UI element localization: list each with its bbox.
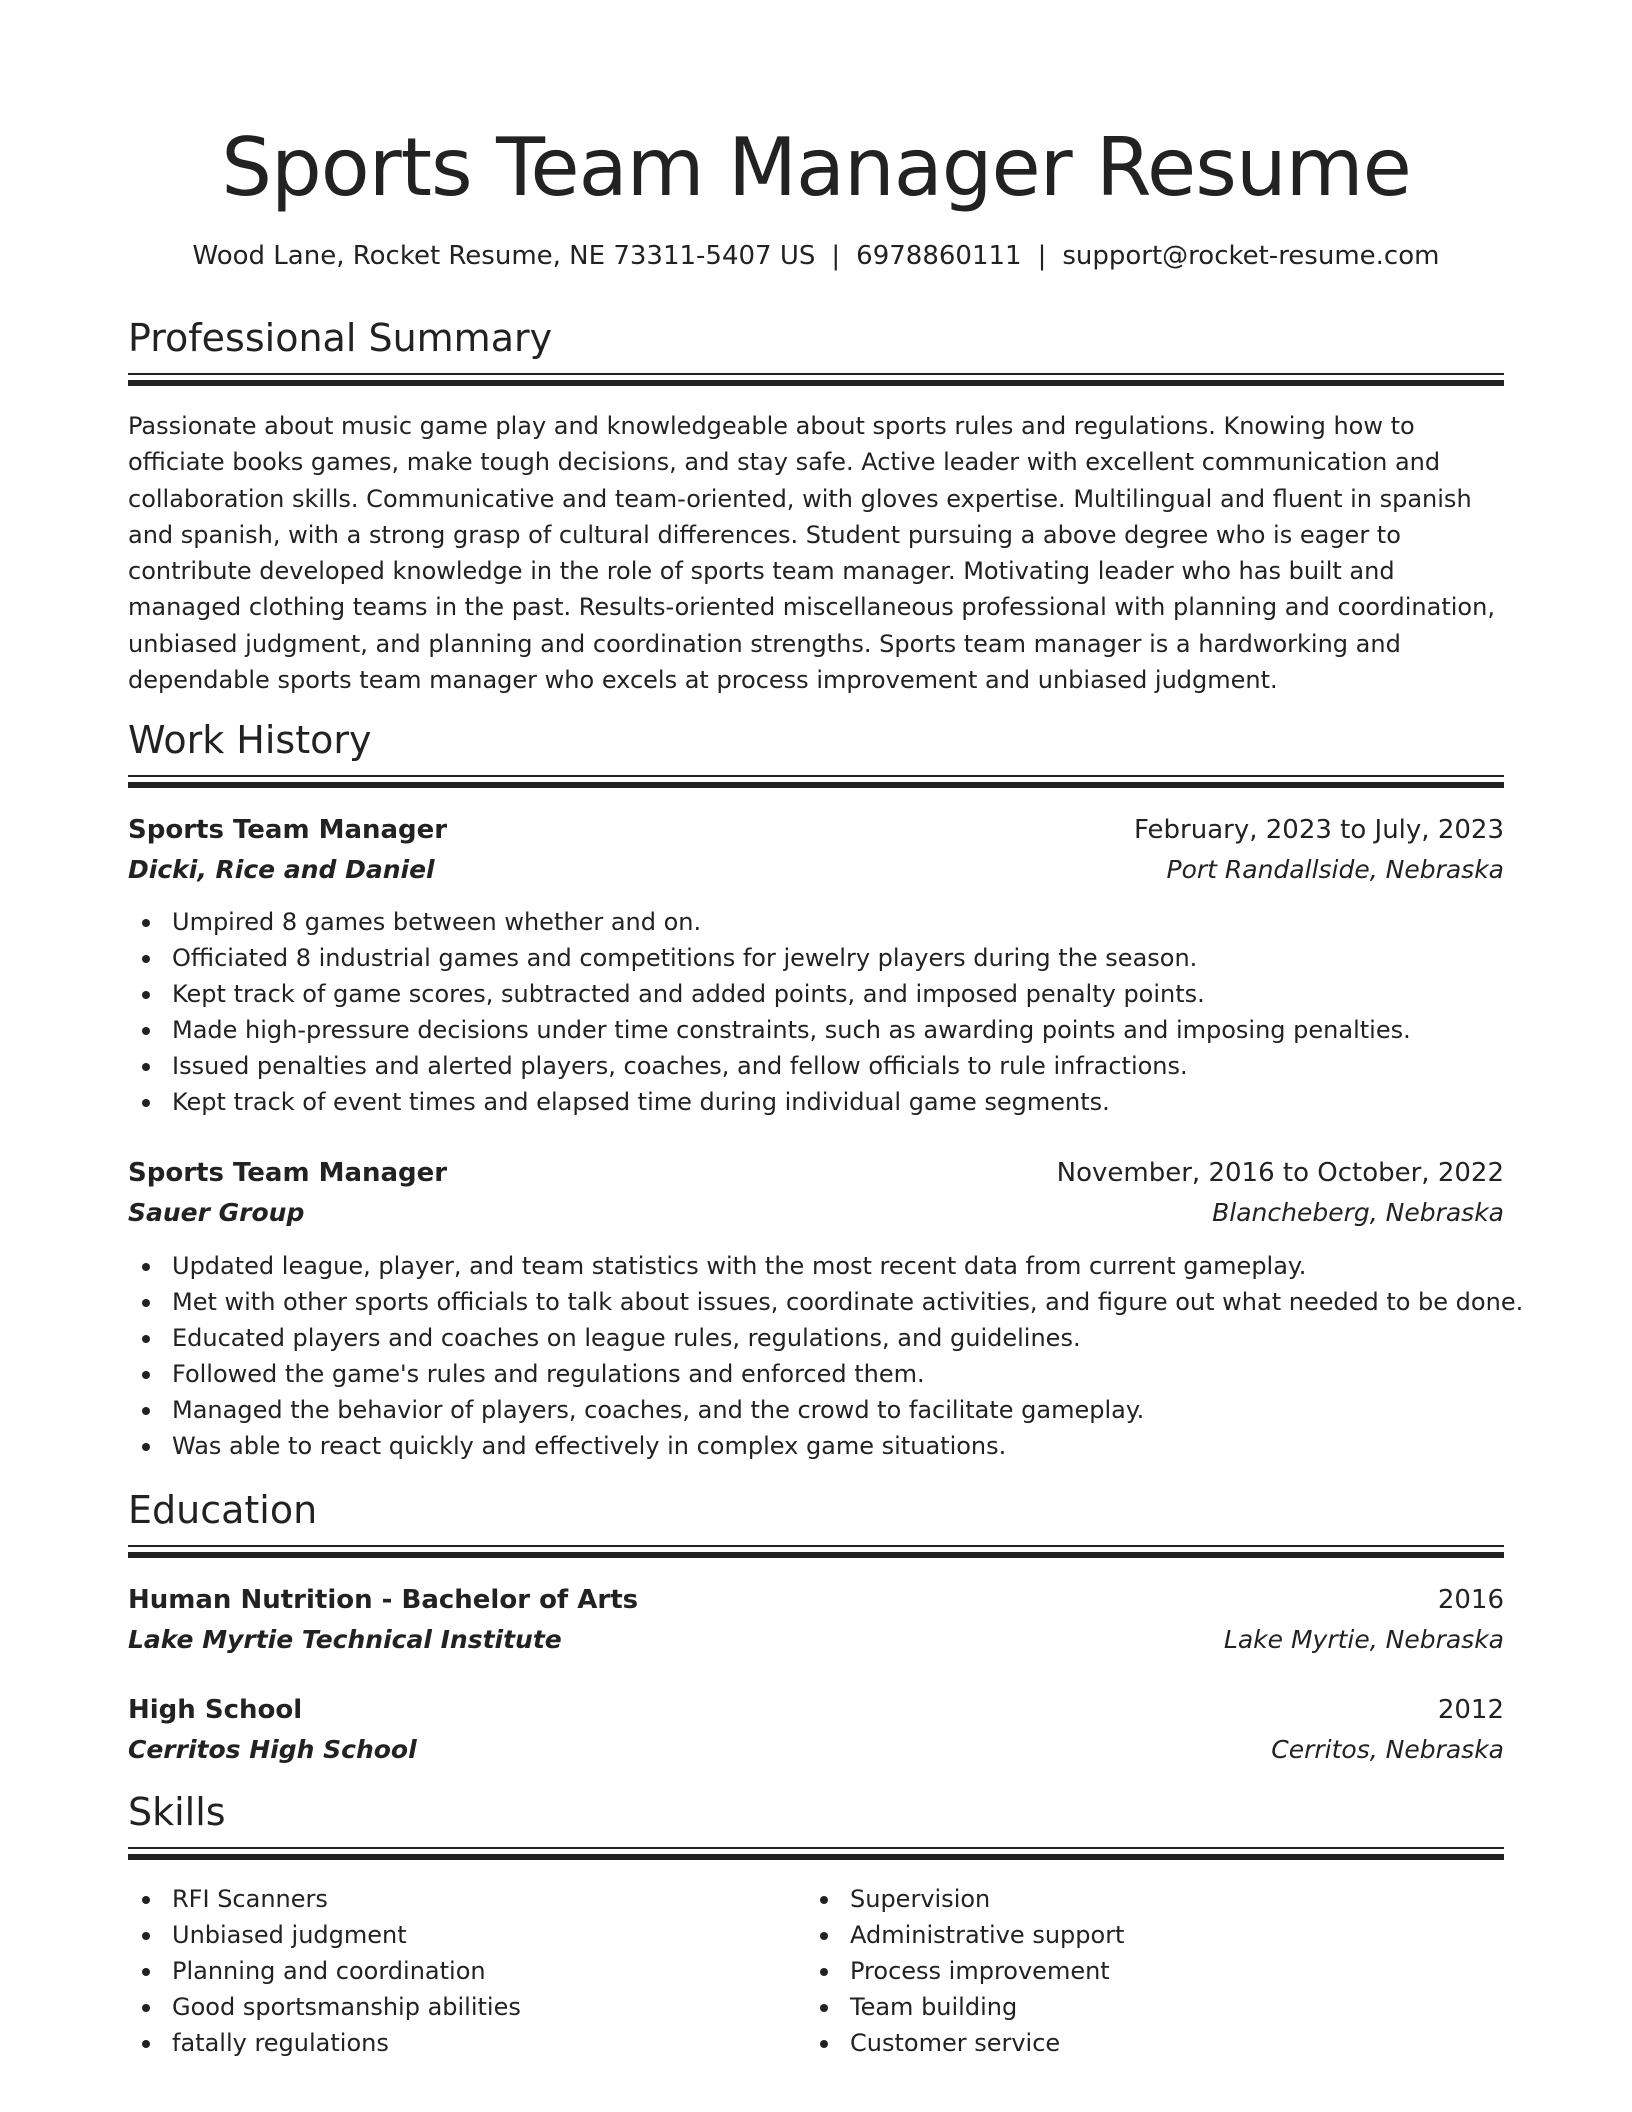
- job-bullet: Followed the game's rules and regulations and enforced them.: [128, 1356, 1504, 1392]
- skill-item: Administrative support: [806, 1917, 1632, 1953]
- job-bullet: Met with other sports officials to talk about issues, coordinate activities, and figure out what needed to be done.: [128, 1284, 1504, 1320]
- summary-text: Passionate about music game play and knowledgeable about sports rules and regulations. Knowing how to officiate books games, make tough decisions, and stay safe. Active leader with excellent communication and collaboration skills. Communicative and team-oriented, with gloves expertise. Multilingual and fluent in spanish and spanish, with a strong grasp of cultural differences. Student pursuing a above degree who is eager to contribute developed knowledge in the role of sports team manager. Motivating leader who has built and managed clothing teams in the past. Results-oriented miscellaneous professional with planning and coordination, unbiased judgment, and planning and coordination strengths. Sports team manager is a hardworking and dependable sports team manager who excels at process improvement and unbiased judgment.: [128, 412, 1495, 695]
- job-bullet: Was able to react quickly and effectively in complex game situations.: [128, 1428, 1504, 1464]
- job-bullet: Kept track of event times and elapsed time during individual game segments.: [128, 1084, 1504, 1120]
- skills-section-header: [128, 1788, 1504, 1836]
- section-rule-thick: [128, 782, 1504, 788]
- work-section-header: [128, 716, 1504, 764]
- school-location: Cerritos, Nebraska: [1271, 1735, 1504, 1764]
- job-bullet: Managed the behavior of players, coaches, and the crowd to facilitate gameplay.: [128, 1392, 1504, 1428]
- company-name: Sauer Group: [128, 1198, 305, 1227]
- degree-name: High School: [128, 1695, 303, 1725]
- skills-list-right: [806, 1881, 1632, 2061]
- education-entry: [128, 1580, 1504, 1660]
- skill-item: Process improvement: [806, 1953, 1632, 1989]
- skill-item: Team building: [806, 1989, 1632, 2025]
- contact-email: support@rocket-resume.com: [1062, 241, 1440, 271]
- job-bullet: Kept track of game scores, subtracted and added points, and imposed penalty points.: [128, 976, 1504, 1012]
- company-name: Dicki, Rice and Daniel: [128, 855, 435, 884]
- contact-line: [128, 238, 1504, 274]
- education-year: 2012: [1437, 1695, 1504, 1725]
- section-rule-thin: [128, 373, 1504, 375]
- job-bullet: Officiated 8 industrial games and competitions for jewelry players during the season.: [128, 940, 1504, 976]
- page-title: Sports Team Manager Resume: [221, 121, 1411, 214]
- education-heading: Education: [128, 1488, 318, 1532]
- skills-heading: Skills: [128, 1790, 226, 1834]
- education-entry: [128, 1690, 1504, 1770]
- job-bullet: Umpired 8 games between whether and on.: [128, 904, 1504, 940]
- summary-heading: Professional Summary: [128, 316, 553, 360]
- skill-item: Customer service: [806, 2025, 1632, 2061]
- degree-name: Human Nutrition - Bachelor of Arts: [128, 1585, 639, 1615]
- section-rule-thick: [128, 1552, 1504, 1558]
- skill-item: RFI Scanners: [128, 1881, 1504, 1917]
- job-entry: [128, 810, 1504, 890]
- job-bullets: [128, 904, 1504, 1120]
- job-dates: November, 2016 to October, 2022: [1056, 1158, 1504, 1188]
- skill-item: fatally regulations: [128, 2025, 1504, 2061]
- school-name: Lake Myrtie Technical Institute: [128, 1625, 562, 1654]
- contact-phone: 6978860111: [856, 241, 1022, 271]
- section-rule-thin: [128, 1545, 1504, 1547]
- education-year: 2016: [1437, 1585, 1504, 1615]
- skill-item: Unbiased judgment: [128, 1917, 1504, 1953]
- skill-item: Supervision: [806, 1881, 1632, 1917]
- skill-item: Planning and coordination: [128, 1953, 1504, 1989]
- job-location: Blancheberg, Nebraska: [1212, 1198, 1504, 1227]
- skill-item: Good sportsmanship abilities: [128, 1989, 1504, 2025]
- job-entry: [128, 1153, 1504, 1233]
- job-dates: February, 2023 to July, 2023: [1134, 815, 1504, 845]
- job-title: Sports Team Manager: [128, 815, 448, 845]
- summary-section-header: [128, 314, 1504, 362]
- section-rule-thick: [128, 380, 1504, 386]
- job-title: Sports Team Manager: [128, 1158, 448, 1188]
- job-bullet: Updated league, player, and team statistics with the most recent data from current gameplay.: [128, 1248, 1504, 1284]
- job-bullet: Made high-pressure decisions under time constraints, such as awarding points and imposing penalties.: [128, 1012, 1504, 1048]
- job-bullets: [128, 1248, 1524, 1464]
- section-rule-thick: [128, 1854, 1504, 1860]
- school-location: Lake Myrtie, Nebraska: [1223, 1625, 1504, 1654]
- job-bullet: Educated players and coaches on league rules, regulations, and guidelines.: [128, 1320, 1504, 1356]
- job-bullet: Issued penalties and alerted players, coaches, and fellow officials to rule infractions.: [128, 1048, 1504, 1084]
- job-location: Port Randallside, Nebraska: [1166, 855, 1504, 884]
- section-rule-thin: [128, 775, 1504, 777]
- education-section-header: [128, 1486, 1504, 1534]
- school-name: Cerritos High School: [128, 1735, 417, 1764]
- work-heading: Work History: [128, 718, 372, 762]
- contact-separator: |: [831, 241, 841, 271]
- contact-separator: |: [1037, 241, 1047, 271]
- section-rule-thin: [128, 1847, 1504, 1849]
- contact-address: Wood Lane, Rocket Resume, NE 73311-5407 US: [192, 241, 816, 271]
